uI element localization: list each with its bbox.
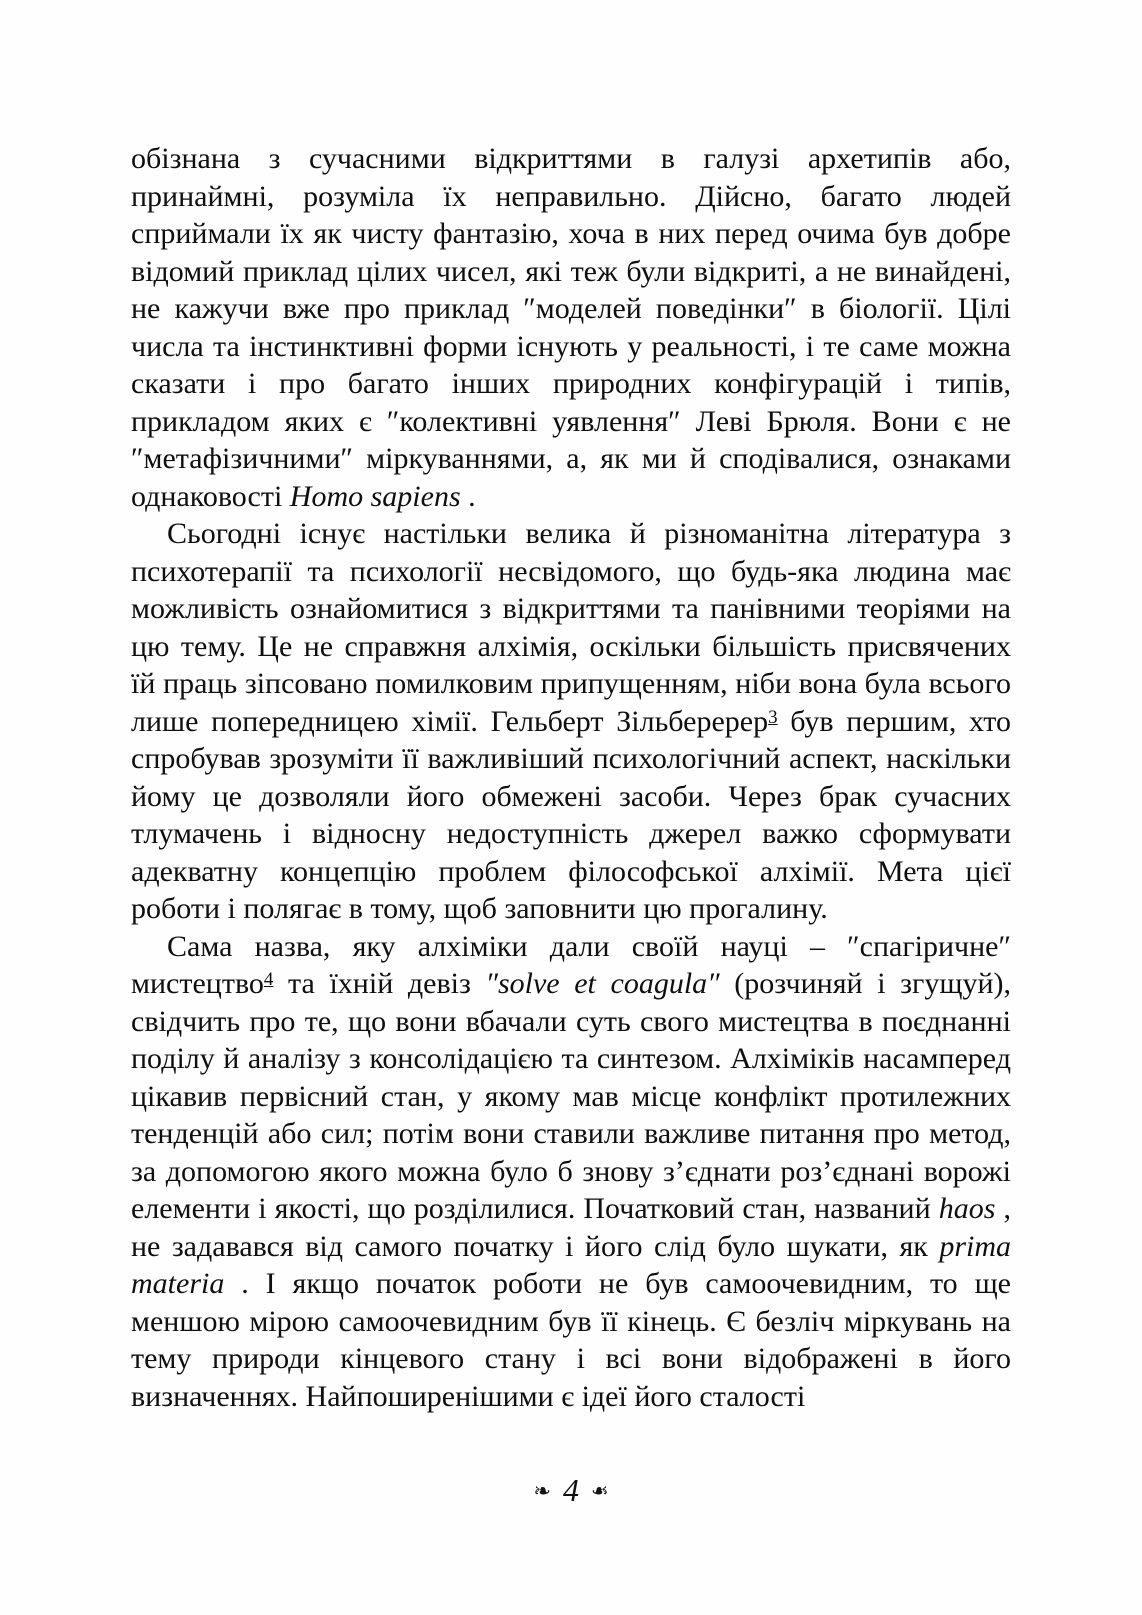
paragraph-2: Сьогодні існує настільки велика й різноманітна література з психотерапії та психології несвідомого, що будь-яка людина має можливість ознайомитися з відкриттями та панівними теоріями на цю тему. Це не справжня алхімія, оскільки більшість присвячених їй праць зіпсовано помилковим припущенням, ніби вона була всього лише попередницею хімії. Гельберт Зільберерер$^3$ був першим, хто спробував зрозуміти її важливіший психологічний аспект, наскільки йому це дозволяли його обмежені засоби. Через брак сучасних тлумачень і відносну недоступність джерел важко сформувати адекватну концепцію проблем філософської алхімії. Мета цієї роботи і полягає в тому, щоб заповнити цю прогалину. xyxy=(131,517,1012,925)
text-run: Сьогодні існує настільки велика й різноманітна література з психотерапії та психології несвідомого, що будь-яка людина має можливість ознайомитися з відкриттями та панівними теоріями на цю тему. Це не справжня алхімія, оскільки більшість присвячених їй праць зіпсовано помилковим припущенням, ніби вона була всього лише попередницею хімії. Гельберт Зільберерер xyxy=(131,517,1011,738)
floral-ornament-right-icon: ❧ xyxy=(591,1479,609,1503)
paragraph-3: Сама назва, яку алхіміки дали своїй науці – ″спагіричне″ мистецтво$^4$ та їхній девіз ″solve et coagula″ (розчиняй і згущуй), свідчить про те, що вони вбачали суть свого мистецтва в поєднанні поділу й аналізу з консолідацією та синтезом. Алхіміків насамперед цікавив первісний стан, у якому мав місце конфлікт протилежних тенденцій або сил; потім вони ставили важливе питання про метод, за допомогою якого можна було б знову з’єднати роз’єднані ворожі елементи і якості, що розділилися. Початковий стан, названий haos , не задавався від самого початку і його слід було шукати, як prima materia . І якщо початок роботи не був самоочевидним, то ще меншою мірою самоочевидним був її кінець. Є безліч міркувань на тему природи кінцевого стану і всі вони відображені в його визначеннях. Найпоширенішими є ідеї його сталості xyxy=(131,929,1012,1413)
floral-ornament-left-icon: ❧ xyxy=(533,1479,551,1503)
italic-phrase-homo-sapiens: Homo sapiens xyxy=(289,479,461,513)
text-run: Сама назва, яку алхіміки дали своїй науці – ″спагіричне″ мистецтво xyxy=(131,929,1011,1000)
text-run: обізнана з сучасними відкриттями в галузі архетипів або, принаймні, розуміла їх неправильно. Дійсно, багато людей сприймали їх як чисту фантазію, хоча в них перед очима був добре відомий приклад цілих чисел, які теж були відкриті, а не винайдені, не кажучи вже про приклад ″моделей поведінки″ в біології. Цілі числа та інстинктивні форми існують у реальності, і те саме можна сказати і про багато інших природних конфігурацій і типів, прикладом яких є ″колективні уявлення″ Леві Брюля. Вони є не ″метафізичними″ міркуваннями, а, як ми й сподівалися, ознаками однаковості xyxy=(131,142,1011,513)
text-run: . І якщо початок роботи не був самоочевидним, то ще меншою мірою самоочевидним був її кінець. Є безліч міркувань на тему природи кінцевого стану і всі вони відображені в його визначеннях. Найпоширенішими є ідеї його сталості xyxy=(131,1267,1011,1413)
text-run: (розчиняй і згущуй), свідчить про те, що вони вбачали суть свого мистецтва в поєднанні поділу й аналізу з консолідацією та синтезом. Алхіміків насамперед цікавив первісний стан, у якому мав місце конфлікт протилежних тенденцій або сил; потім вони ставили важливе питання про метод, за допомогою якого можна було б знову з’єднати роз’єднані ворожі елементи і якості, що розділилися. Початковий стан, названий xyxy=(131,967,1011,1225)
italic-phrase-solve-et-coagula: ″solve et coagula″ xyxy=(485,967,720,1000)
italic-phrase-haos: haos xyxy=(938,1192,996,1225)
italic-phrase-prima-materia: prima materia xyxy=(131,1229,1011,1300)
text-run: та їхній девіз xyxy=(273,967,486,1000)
page-number: 4 xyxy=(563,1472,579,1508)
text-run: , не задавався від самого початку і його слід було шукати, як xyxy=(131,1192,1012,1263)
page-footer xyxy=(0,1474,1142,1506)
text-run: був першим, хто спробував зрозуміти її важливіший психологічний аспект, наскільки йому це дозволяли його обмежені засоби. Через брак сучасних тлумачень і відносну недоступність джерел важко сформувати адекватну концепцію проблем філософської алхімії. Мета цієї роботи і полягає в тому, щоб заповнити цю прогалину. xyxy=(131,704,1012,925)
text-run: . xyxy=(460,479,476,513)
page-text xyxy=(131,140,1011,1415)
paragraph-1 xyxy=(131,140,1011,515)
